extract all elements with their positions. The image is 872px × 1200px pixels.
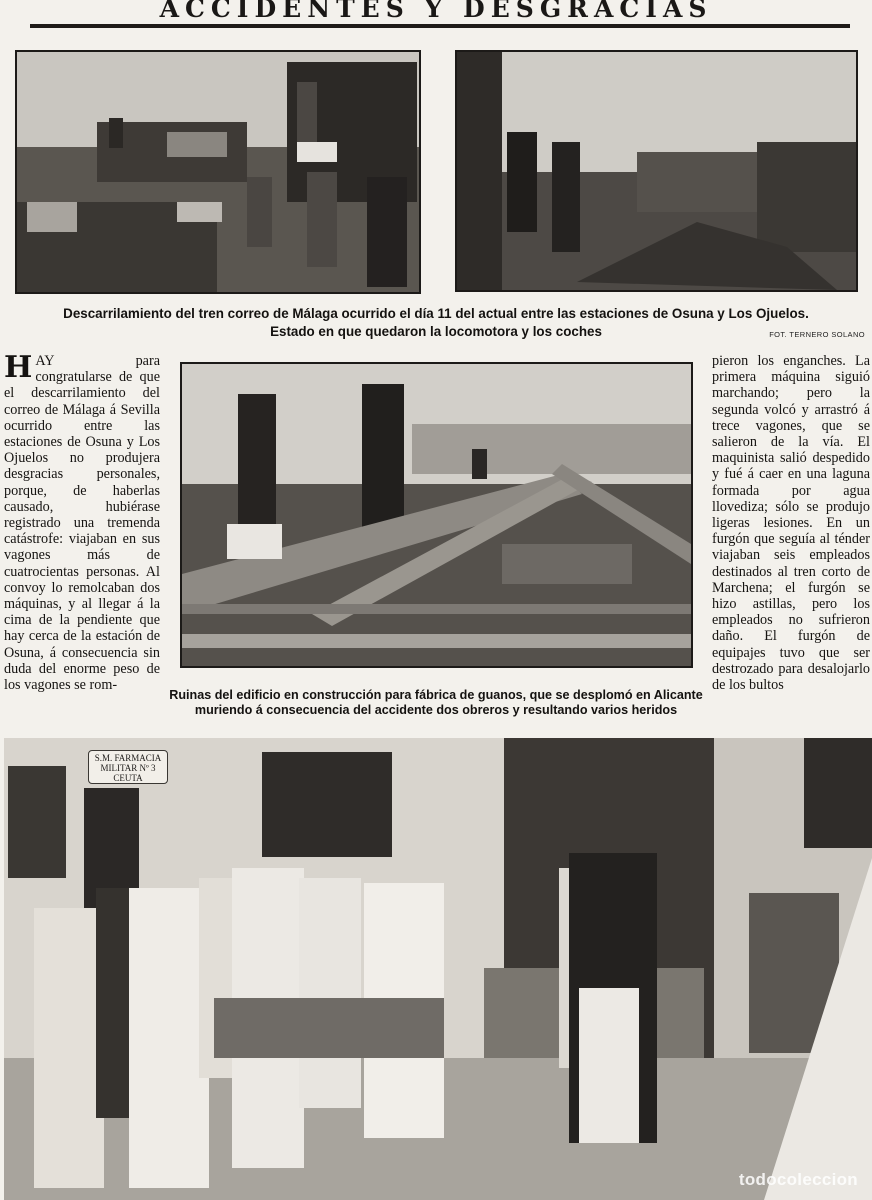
- photo-military-pharmacy: [4, 738, 872, 1200]
- middle-caption-line2: muriendo á consecuencia del accidente dos obreros y resultando varios heridos: [194, 703, 678, 717]
- top-caption-line1: Descarrilamiento del tren correo de Málaga ocurrido el día 11 del actual entre las estaciones de Osuna y Los Ojuelos.: [63, 306, 809, 321]
- middle-caption-line1: Ruinas del edificio en construcción para fábrica de guanos, que se desplomó en Alicante: [169, 688, 703, 702]
- article-left-text: AY para congratularse de que el descarrilamiento del correo de Málaga á Sevilla ocurrido entre las estaciones de Osuna y Los Ojuelos no produjera desgracias personales, porque, de haberlas causado, hubiérase registrado una tremenda catástrofe: viajaban en sus vagones más de cuatrocientas personas. Al convoy lo remolcaban dos máquinas, y al llegar á la cima de la pendiente que hay cerca de la estación de Osuna, á consecuencia sin duda del enorme peso de los vagones se rom-: [4, 353, 160, 694]
- watermark-text: todocoleccion: [738, 1170, 858, 1189]
- top-caption-line2: Estado en que quedaron la locomotora y los coches: [270, 324, 602, 339]
- masthead-rule: [30, 24, 850, 28]
- photo-collapsed-building: [180, 362, 693, 668]
- article-right-column: pieron los enganches. La primera máquina siguió marchando; pero la segunda volcó y arrastró á trece vagones, que se salieron de la vía. El maquinista salió despedido y fué á caer en una laguna formada por agua llovediza; sólo se produjo ligeras lesiones. En un furgón que seguía al ténder viajaban seis empleados destinados al tren corto de Marchena; el furgón se hizo astillas, pero los empleados no sufrieron daño. El furgón de equipajes tuvo que ser destrozado para desalojarlo de los bultos: [712, 353, 870, 694]
- pharmacy-sign: S.M. FARMACIA MILITAR Nº 3 CEUTA: [88, 750, 168, 784]
- photo-overturned-carriages: [455, 50, 858, 292]
- article-dropcap: H: [4, 350, 33, 385]
- photo-credit: FOT. TERNERO SOLANO: [769, 330, 865, 339]
- masthead-title: ACCIDENTES Y DESGRACIAS: [159, 0, 713, 23]
- article-left-column: [4, 350, 160, 694]
- photo-derailed-locomotive: [15, 50, 421, 294]
